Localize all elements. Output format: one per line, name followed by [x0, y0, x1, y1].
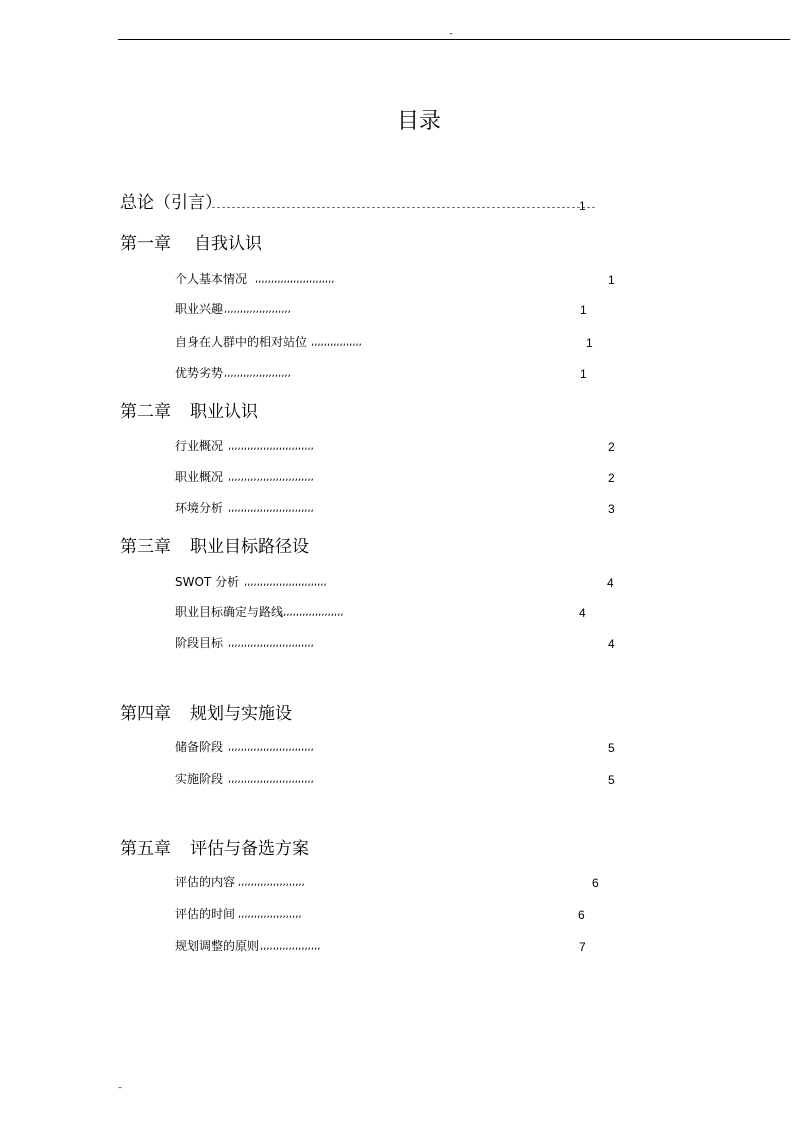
toc-entry-leader: ,,,,,,,,,,,,,,,,,,,,,: [224, 304, 291, 315]
toc-entry-leader: ,,,,,,,,,,,,,,,,,,,,,: [238, 877, 305, 888]
toc-entry-label: 职业目标确定与路线: [175, 605, 284, 619]
toc-entry-label: 规划调整的原则: [175, 939, 260, 953]
toc-entry-leader: ,,,,,,,,,,,,,,,,,,,,,: [224, 368, 291, 379]
toc-entry-page: 2: [608, 471, 615, 485]
toc-entry-leader: ,,,,,,,,,,,,,,,,,,,,,,,,,,,: [228, 503, 314, 514]
toc-entry-label: 职业概况: [175, 470, 224, 484]
toc-entry-leader: ,,,,,,,,,,,,,,,,,,,,,,,,,,,: [228, 472, 314, 483]
toc-entry-label: 储备阶段: [175, 740, 224, 754]
footer-mark: –: [118, 1083, 122, 1092]
toc-entry-page: 6: [592, 876, 599, 890]
toc-entry-leader: ,,,,,,,,,,,,,,,,,,,,,,,,,: [255, 274, 335, 285]
header-rule: [118, 39, 790, 40]
toc-entry-leader: ,,,,,,,,,,,,,,,,,,,,,,,,,,,: [228, 742, 314, 753]
toc-entry-page: 1: [580, 367, 587, 381]
intro-page-number: 1: [579, 199, 586, 213]
toc-entry-page: 5: [608, 773, 615, 787]
toc-entry-leader: ,,,,,,,,,,,,,,,,,,,,,,,,,,: [244, 577, 327, 588]
toc-entry-page: 7: [579, 940, 586, 954]
chapter-5-number: 第五章: [120, 839, 171, 859]
toc-entry-page: 4: [608, 637, 615, 651]
toc-entry-label: 个人基本情况: [175, 272, 248, 286]
chapter-2-number: 第二章: [120, 402, 171, 422]
toc-entry-leader: ,,,,,,,,,,,,,,,,,,,: [260, 941, 321, 952]
toc-entry-label: 评估的内容: [175, 875, 236, 889]
toc-entry-leader: ,,,,,,,,,,,,,,,,: [311, 337, 362, 348]
chapter-4-title: 规划与实施设: [190, 704, 292, 724]
toc-entry-page: 1: [608, 273, 615, 287]
toc-entry-label: 优势劣势: [175, 366, 224, 380]
intro-label: 总论（引言）: [120, 193, 222, 213]
toc-entry-label: 行业概况: [175, 439, 224, 453]
toc-entry-label: 职业兴趣: [175, 302, 224, 316]
toc-entry-page: 6: [578, 908, 585, 922]
toc-entry-label: 实施阶段: [175, 772, 224, 786]
toc-entry-page: 5: [608, 741, 615, 755]
toc-entry-page: 2: [608, 440, 615, 454]
toc-entry-leader: ,,,,,,,,,,,,,,,,,,,,,,,,,,,: [228, 441, 314, 452]
toc-entry-page: 3: [608, 502, 615, 516]
intro-leader-dots: [212, 207, 595, 208]
chapter-1-number: 第一章: [120, 234, 171, 254]
toc-entry-leader: ,,,,,,,,,,,,,,,,,,,,: [280, 607, 344, 618]
toc-entry-label: 评估的时间: [175, 907, 236, 921]
toc-entry-page: 4: [607, 576, 614, 590]
header-mark: –: [449, 29, 453, 38]
toc-entry-label: 自身在人群中的相对站位: [175, 335, 308, 349]
toc-entry-leader: ,,,,,,,,,,,,,,,,,,,,: [238, 909, 302, 920]
toc-entry-leader: ,,,,,,,,,,,,,,,,,,,,,,,,,,,: [228, 774, 314, 785]
toc-entry-page: 4: [579, 606, 586, 620]
toc-entry-page: 1: [580, 303, 587, 317]
toc-entry-label: 阶段目标: [175, 636, 224, 650]
chapter-3-number: 第三章: [120, 537, 171, 557]
chapter-1-title: 自我认识: [194, 234, 262, 254]
toc-entry-page: 1: [586, 336, 593, 350]
toc-entry-label: 环境分析: [175, 501, 224, 515]
toc-title: 目录: [397, 109, 442, 134]
chapter-4-number: 第四章: [120, 704, 171, 724]
chapter-5-title: 评估与备选方案: [190, 839, 309, 859]
toc-entry-label: SWOT 分析: [175, 575, 240, 589]
toc-entry-leader: ,,,,,,,,,,,,,,,,,,,,,,,,,,,: [228, 638, 314, 649]
chapter-3-title: 职业目标路径设: [190, 537, 309, 557]
chapter-2-title: 职业认识: [190, 402, 258, 422]
